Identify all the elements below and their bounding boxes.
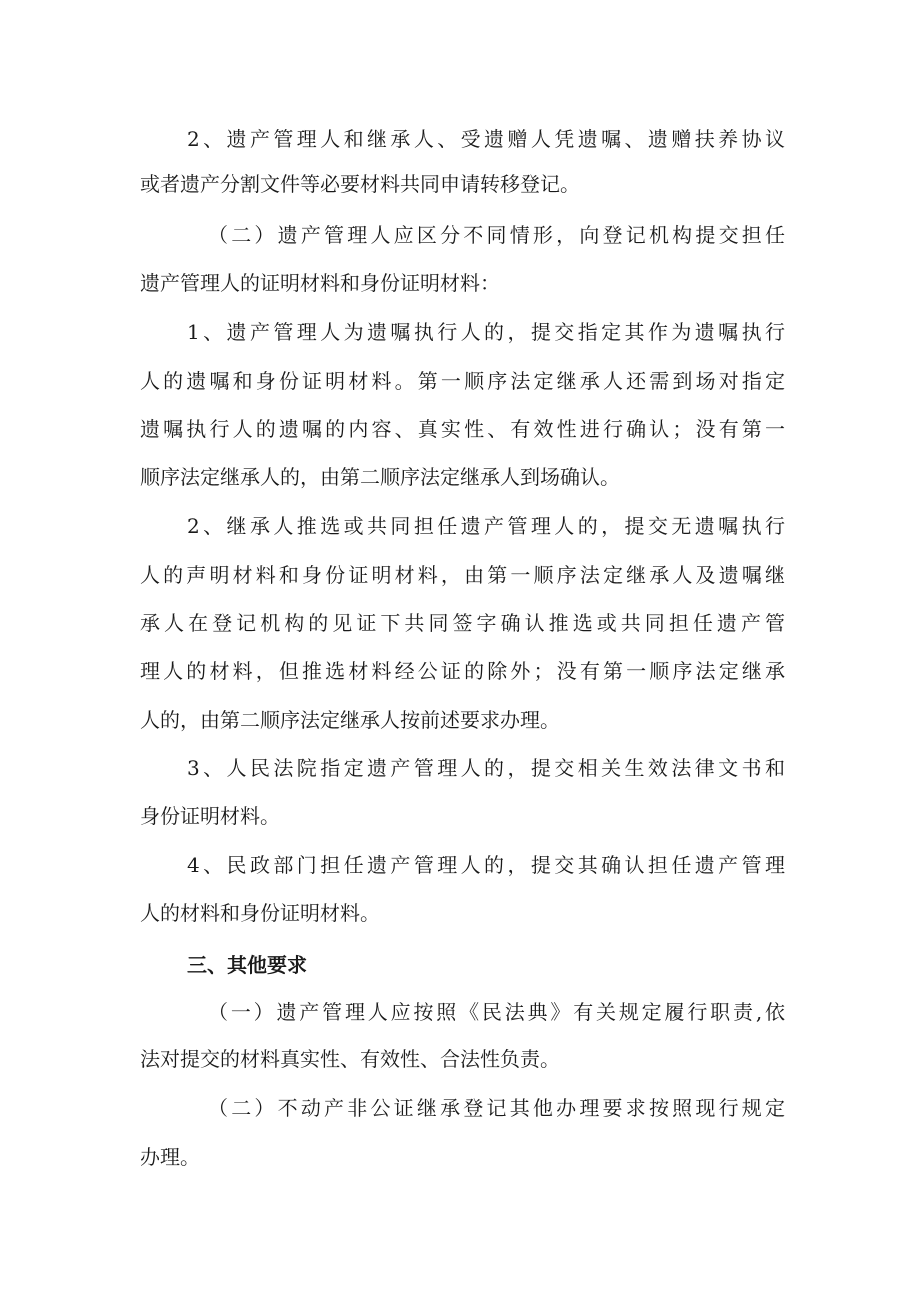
paragraph-line: 理人的材料，但推选材料经公证的除外；没有第一顺序法定继承 bbox=[140, 659, 785, 683]
paragraph-line: 人的声明材料和身份证明材料，由第一顺序法定继承人及遗嘱继 bbox=[140, 563, 785, 587]
paragraph-line: 身份证明材料。 bbox=[140, 804, 280, 828]
paragraph-line: 办理。 bbox=[140, 1145, 200, 1169]
section-heading: 三、其他要求 bbox=[187, 953, 307, 977]
paragraph-line: 4、民政部门担任遗产管理人的，提交其确认担任遗产管理 bbox=[187, 853, 785, 877]
paragraph-line: 顺序法定继承人的，由第二顺序法定继承人到场确认。 bbox=[140, 465, 620, 489]
paragraph-line: 遗嘱执行人的遗嘱的内容、真实性、有效性进行确认；没有第一 bbox=[140, 417, 785, 441]
paragraph-line: （二）不动产非公证继承登记其他办理要求按照现行规定 bbox=[208, 1096, 785, 1120]
paragraph-line: 2、遗产管理人和继承人、受遗赠人凭遗嘱、遗赠扶养协议 bbox=[187, 127, 785, 151]
paragraph-line: 承人在登记机构的见证下共同签字确认推选或共同担任遗产管 bbox=[140, 611, 785, 635]
paragraph-line: 人的，由第二顺序法定继承人按前述要求办理。 bbox=[140, 708, 560, 732]
paragraph-line: 1、遗产管理人为遗嘱执行人的，提交指定其作为遗嘱执行 bbox=[187, 320, 785, 344]
paragraph-line: 人的遗嘱和身份证明材料。第一顺序法定继承人还需到场对指定 bbox=[140, 369, 785, 393]
paragraph-line: 法对提交的材料真实性、有效性、合法性负责。 bbox=[140, 1047, 560, 1071]
paragraph-line: 2、继承人推选或共同担任遗产管理人的，提交无遗嘱执行 bbox=[187, 514, 785, 538]
paragraph-line: 或者遗产分割文件等必要材料共同申请转移登记。 bbox=[140, 172, 580, 196]
paragraph-line: 人的材料和身份证明材料。 bbox=[140, 901, 380, 925]
paragraph-line: （二）遗产管理人应区分不同情形，向登记机构提交担任 bbox=[208, 223, 785, 247]
paragraph-line: （一）遗产管理人应按照《民法典》有关规定履行职责,依 bbox=[208, 1000, 785, 1024]
paragraph-line: 遗产管理人的证明材料和身份证明材料： bbox=[140, 271, 500, 295]
paragraph-line: 3、人民法院指定遗产管理人的，提交相关生效法律文书和 bbox=[187, 756, 785, 780]
